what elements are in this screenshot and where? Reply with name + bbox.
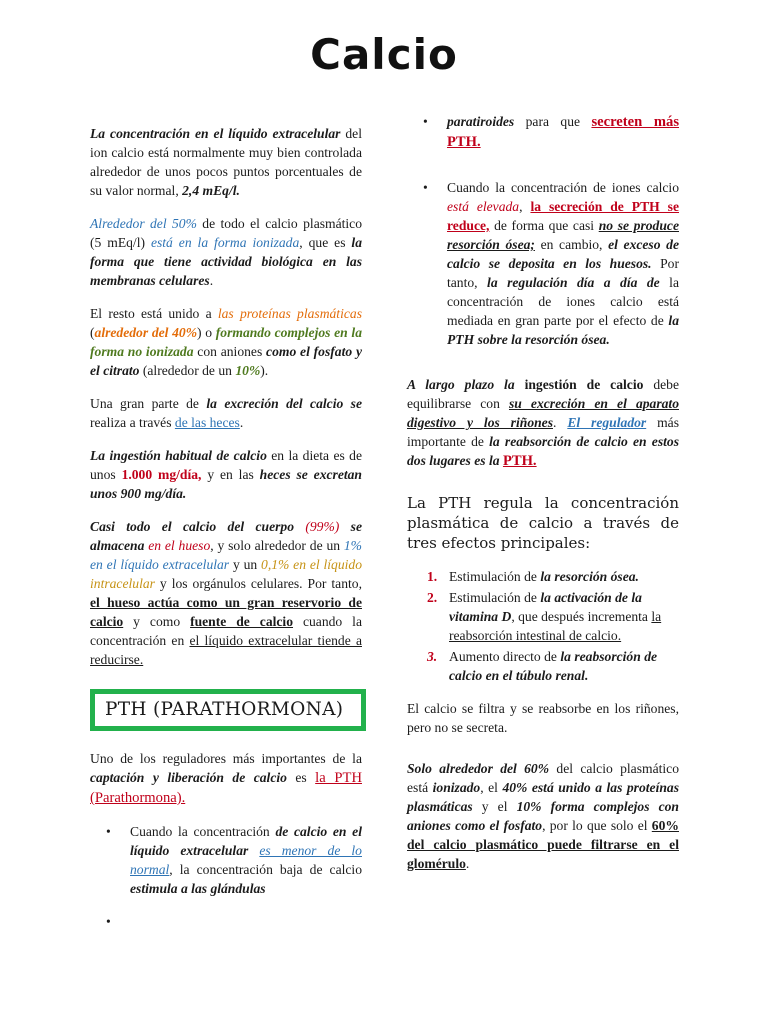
bullet-icon: •	[106, 914, 111, 929]
paragraph-filtration: El calcio se filtra y se reabsorbe en los riñones, pero no se secreta.	[407, 701, 679, 735]
paragraph-plasma-calcium: Solo alrededor del 60% del calcio plasmático está ionizado, el 40% está unido a las proteínas plasmáticas y el 10% forma complejos con aniones como el fosfato, por lo que solo el 60% del calcio plasmático puede filtrarse en el glomérulo.	[407, 761, 679, 871]
page-title: Calcio	[310, 30, 458, 79]
left-column	[90, 124, 362, 945]
paragraph-concentration: La concentración en el líquido extracelular del ion calcio está normalmente muy bien controlada alrededor de unos pocos puntos porcentuales de su valor normal, 2,4 mEq/l.	[90, 126, 362, 198]
paragraph-ionized: Alrededor del 50% de todo el calcio plasmático (5 mEq/l) está en la forma ionizada, que es la forma que tiene actividad biológica en las membranas celulares.	[90, 216, 363, 288]
paragraph-long-term: A largo plazo la ingestión de calcio debe equilibrarse con su excreción en el aparato digestivo y los riñones. El regulador más importante de la reabsorción de calcio en estos dos lugares es la PTH.	[407, 377, 680, 469]
paragraph-excretion: Una gran parte de la excreción del calcio se realiza a través de las heces.	[90, 396, 362, 430]
list-item-empty	[106, 912, 362, 931]
bullet-icon: •	[423, 180, 428, 195]
effect-item-1: 1. Estimulación de la resorción ósea.	[427, 569, 639, 584]
effects-list	[407, 567, 679, 685]
list-item: • paratiroides para que secreten más PTH.	[423, 114, 679, 150]
paragraph-bound: El resto está unido a las proteínas plasmáticas (alrededor del 40%) o formando complejos en la forma no ionizada con aniones como el fosfato y el citrato (alrededor de un 10%).	[90, 306, 362, 378]
pth-effects-heading: La PTH regula la concentración plasmática de calcio a través de tres efectos principales:	[407, 494, 679, 552]
list-item: • Cuando la concentración de iones calcio está elevada, la secreción de PTH se reduce, de forma que casi no se produce resorción ósea; en cambio, el exceso de calcio se deposita en los huesos. Por tanto, la regulación día a día de la concentración de iones calcio está mediada en gran parte por el efecto de la PTH sobre la resorción ósea.	[423, 180, 679, 347]
pth-heading-box	[90, 689, 366, 731]
bullet-list-right	[407, 112, 679, 349]
bullet-icon: •	[106, 824, 111, 839]
effect-item-2: 2. Estimulación de la activación de la vitamina D, que después incrementa la reabsorción intestinal de calcio.	[427, 590, 662, 643]
paragraph-storage: Casi todo el calcio del cuerpo (99%) se almacena en el hueso, y solo alrededor de un 1% en el líquido extracelular y un 0,1% en el líquido intracelular y los orgánulos celulares. Por tanto, el hueso actúa como un gran reservorio de calcio y como fuente de calcio cuando la concentración en el líquido extracelular tiende a reducirse.	[90, 519, 362, 667]
paragraph-regulators: Uno de los reguladores más importantes de la captación y liberación de calcio es la PTH (Parathormona).	[90, 751, 362, 806]
paragraph-ingestion: La ingestión habitual de calcio en la dieta es de unos 1.000 mg/día, y en las heces se excretan unos 900 mg/día.	[90, 448, 362, 501]
bullet-icon: •	[423, 114, 428, 129]
bullet-list-left	[90, 822, 362, 931]
effect-item-3: 3. Aumento directo de la reabsorción de calcio en el túbulo renal.	[427, 649, 658, 683]
right-column	[407, 112, 679, 887]
pth-heading: PTH (PARATHORMONA)	[105, 699, 344, 720]
list-item: • Cuando la concentración de calcio en el líquido extracelular es menor de lo normal, la concentración baja de calcio estimula a las glándulas	[106, 824, 362, 896]
